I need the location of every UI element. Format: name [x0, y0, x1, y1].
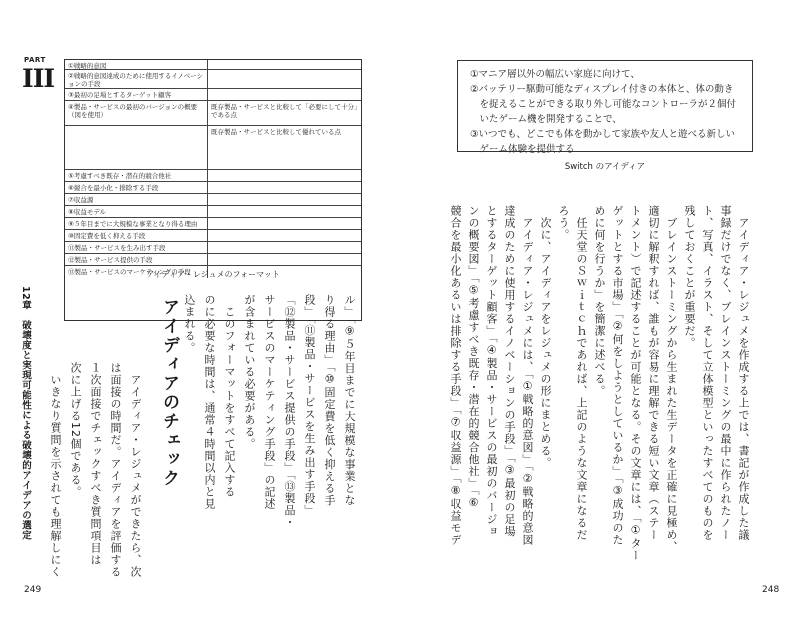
table-row	[65, 206, 361, 218]
table-row	[65, 230, 361, 242]
body-text-column: ト、写真、イラスト、そして立体模型といったすべてのものを	[701, 205, 714, 541]
table-caption: アイディア・レジュメのフォーマット	[146, 270, 280, 279]
section-text-column: は面接の時間だ。アイディアを評価する	[109, 362, 122, 578]
body-text-column: ンの概要図」「⑤考慮すべき既存・潜在的競合他社」「⑥	[467, 205, 480, 510]
body-text-column: 次に、アイディアをレジュメの形にまとめる。	[539, 205, 552, 469]
table-row-label: ⑤考慮すべき既存・潜在的競合他社	[65, 170, 208, 181]
table-row-label: ⑦収益源	[65, 194, 208, 205]
table-row-value	[208, 218, 361, 222]
idea-resume-format-table	[64, 59, 362, 321]
table-row-label: ②戦略的意図達成のために使用するイノベーションの手段	[65, 70, 208, 88]
table-row-value	[208, 242, 361, 246]
body-text-column: ゲットとする市場」「②何をしようとしているか」「③成功のた	[611, 205, 624, 546]
switch-idea-box	[457, 60, 753, 155]
body-text-column: アイディア・レジュメには、「①戦略的意図」「②戦略的意図	[521, 205, 534, 546]
idea-box-line: いたゲーム機を開発することで、	[470, 114, 622, 125]
chapter-running-head: 12章 破壊度と実現可能性による破壊的アイデアの選定	[20, 286, 31, 541]
table-row-value	[208, 170, 361, 174]
part-number: III	[22, 64, 55, 93]
table-row-value	[208, 230, 361, 234]
table-row-label: ⑨５年目までに大規模な事業となり得る理由	[65, 218, 208, 229]
body-text-column: が含まれている必要がある。	[243, 294, 256, 450]
box-caption: Switch のアイディア	[564, 162, 646, 172]
table-row-value: 既存製品・サービスと比較して「必要にして十分」である点	[211, 103, 358, 120]
body-text-column: めに何を行うか」を簡潔に述べる。	[593, 205, 606, 397]
idea-box-line: ②バッテリー駆動可能なディスプレイ付きの本体と、体の動き	[470, 84, 734, 95]
table-row	[65, 182, 361, 194]
table-row	[65, 194, 361, 206]
section-text-column: いきなり質問を示されても理解しにく	[49, 362, 62, 578]
table-row-label: ③最初の足場とするターゲット顧客	[65, 89, 208, 100]
table-row-label: ⑬製品・サービスのマーケティングの手段	[65, 266, 208, 278]
body-text-column: トメント）で記述することが可能となる。その文章には、「①ター	[629, 205, 642, 562]
body-text-column: 残しておくことが重要だ。	[683, 205, 696, 349]
table-row-value	[208, 182, 361, 186]
section-text-column: 次に上げる12個である。	[69, 362, 82, 498]
table-row	[65, 218, 361, 230]
table-row	[65, 60, 361, 70]
table-row-value	[208, 60, 361, 64]
body-text-column: とするターゲット顧客」「④製品・サービスの最初のバージョ	[485, 205, 498, 538]
table-row-value	[208, 89, 361, 93]
idea-box-line: ゲーム体験を提供する	[470, 144, 575, 155]
body-text-column: 任天堂のＳｗｉｔｃｈであれば、上記のような文章になるだ	[575, 205, 588, 541]
page-number-left: 249	[24, 585, 42, 595]
section-heading: アイディアのチェック	[159, 298, 179, 488]
table-row	[65, 70, 361, 89]
body-text-column: 「⑫製品・サービス提供の手段」「⑬製品・	[283, 294, 296, 529]
table-row-label: ⑪製品・サービスを生み出す手段	[65, 242, 208, 253]
body-text-column: アイディア・レジュメを作成する上では、書記が作成した議	[737, 205, 750, 541]
body-text-column: このフォーマットをすべて記入する	[223, 294, 236, 498]
section-text-column: アイディア・レジュメができたら、次	[129, 362, 142, 578]
table-row-label	[65, 126, 208, 169]
table-row-label: ①戦略的意図	[65, 60, 208, 69]
body-text-column: り得る理由」「⑩固定費を低く抑える手	[323, 294, 336, 507]
table-row-label: ⑥競合を最小化・排除する手段	[65, 182, 208, 193]
body-text-column: 適切に解釈すれば、誰もが容易に理解できる短い文章（ステー	[647, 205, 660, 541]
idea-box-line: を捉えることができる取り外し可能なコントローラが２個付	[470, 99, 737, 110]
table-row	[65, 170, 361, 182]
table-row	[65, 242, 361, 254]
part-label: PART	[24, 56, 46, 64]
body-text-column: ル」「⑨５年目までに大規模な事業とな	[343, 294, 356, 507]
page-number-right: 248	[762, 585, 780, 595]
idea-box-line: ③いつでも、どこでも体を動かして家族や友人と遊べる新しい	[470, 129, 736, 140]
body-text-column: 競合を最小化あるいは排除する手段」「⑦収益源」「⑧収益モデ	[449, 205, 462, 546]
table-row-value: 既存製品・サービスと比較して優れている点	[211, 128, 341, 136]
section-text-column: １次面接でチェックすべき質問項目は	[89, 362, 102, 566]
table-row	[65, 101, 361, 126]
body-text-column: ろう。	[557, 205, 570, 241]
table-row	[65, 89, 361, 101]
table-row-label: ⑩固定費を低く抑える手段	[65, 230, 208, 241]
table-row-label: ⑫製品・サービス提供の手段	[65, 254, 208, 265]
table-row-value	[208, 70, 361, 74]
body-text-column: ブレインストーミングから生まれた生データを正確に見極め、	[665, 205, 678, 553]
idea-box-line: ①マニア層以外の幅広い家庭に向けて、	[470, 69, 640, 80]
body-text-column: 込まれる。	[183, 294, 196, 354]
table-row-value	[208, 254, 361, 258]
table-row-value	[208, 194, 361, 198]
table-row-label: ④製品・サービスの最初のバージョンの概要（図を使用）	[65, 101, 208, 125]
body-text-column: のに必要な時間は、通常４時間以内と見	[203, 294, 216, 510]
body-text-column: 達成のために使用するイノベーションの手段」「③最初の足場	[503, 205, 516, 538]
body-text-column: 段」「⑪製品・サービスを生み出す手段」	[303, 294, 316, 517]
body-text-column: 事録だけでなく、ブレインストーミングの最中に作られたノー	[719, 205, 732, 541]
table-row-value	[208, 206, 361, 210]
table-row	[65, 254, 361, 266]
table-row-label: ⑧収益モデル	[65, 206, 208, 217]
table-row	[65, 126, 361, 170]
body-text-column: サービスのマーケティング手段」の記述	[263, 294, 276, 510]
